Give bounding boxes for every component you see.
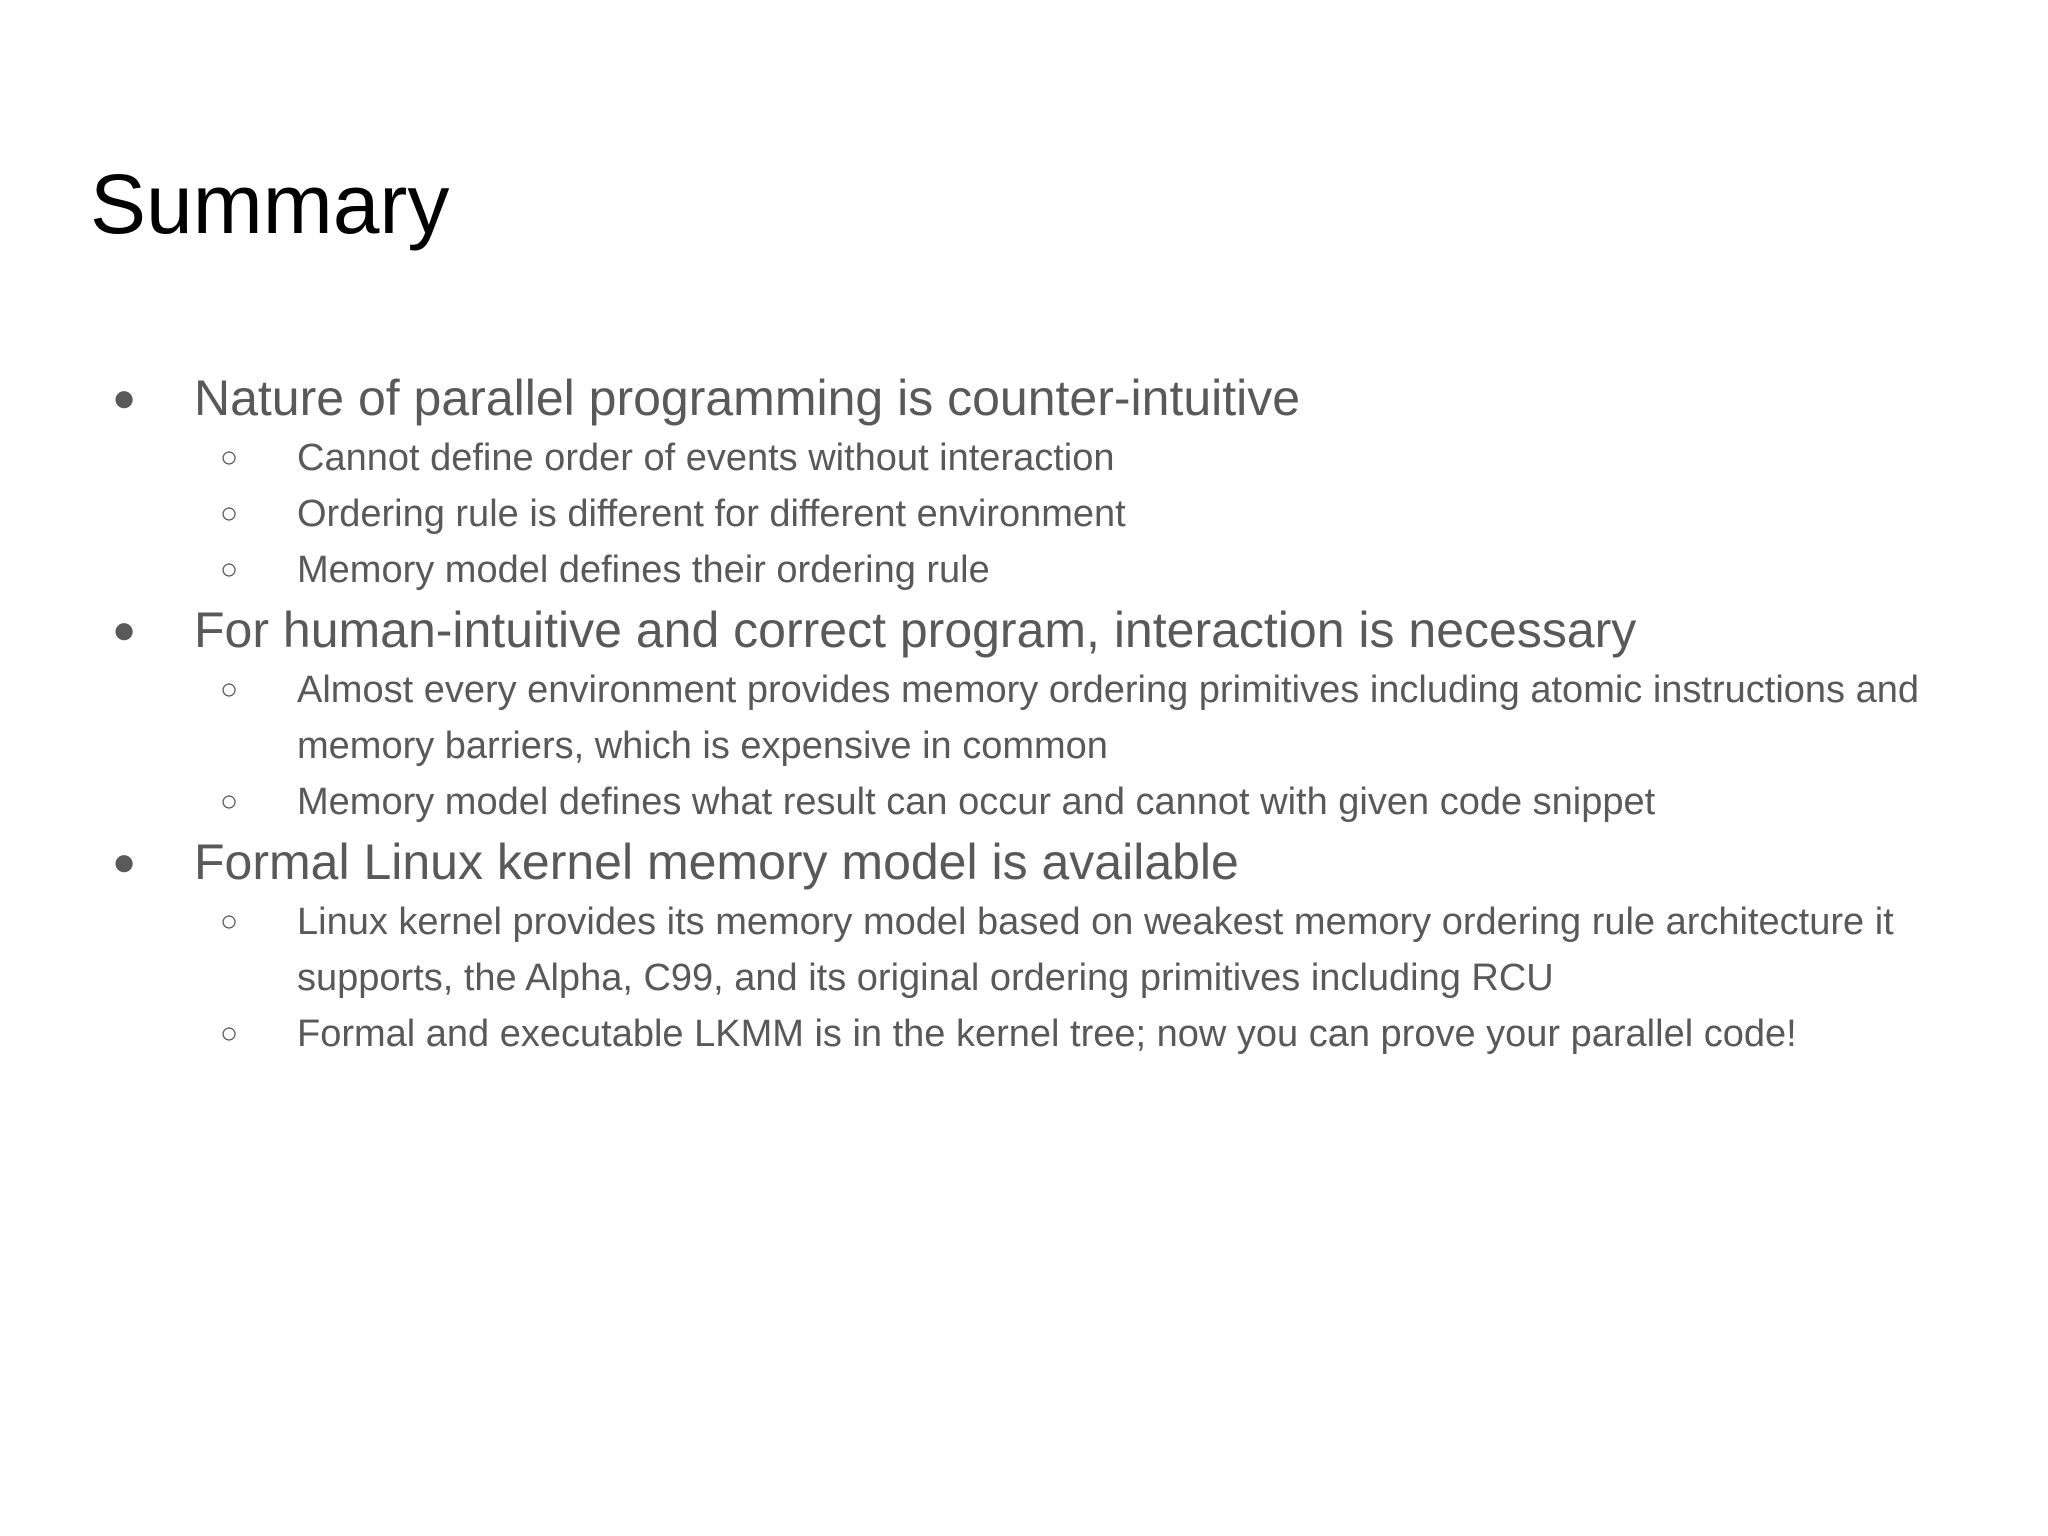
sub-bullet-item xyxy=(0,1006,1977,1062)
bullet-dot-icon: ● xyxy=(112,840,137,884)
bullet-dot-icon: ● xyxy=(112,608,137,652)
bullet-item xyxy=(0,598,1954,662)
sub-bullet-text: Formal and executable LKMM is in the kernel tree; now you can prove your parallel code! xyxy=(297,1013,1797,1055)
slide-title: Summary xyxy=(90,157,450,251)
sub-bullet-text: Memory model defines their ordering rule xyxy=(297,549,990,591)
sub-bullet-item xyxy=(0,542,1977,598)
bullet-circle-icon: ○ xyxy=(220,785,239,818)
bullet-circle-icon: ○ xyxy=(220,673,239,706)
bullet-dot-icon: ● xyxy=(112,376,137,420)
bullet-item xyxy=(0,366,1954,430)
sub-bullet-text: Memory model defines what result can occur and cannot with given code snippet xyxy=(297,781,1656,823)
bullet-text: For human-intuitive and correct program, interaction is necessary xyxy=(194,602,1637,658)
bullet-circle-icon: ○ xyxy=(220,441,239,474)
sub-bullet-item xyxy=(0,894,1977,1006)
sub-bullet-item xyxy=(0,774,1977,830)
slide-body xyxy=(0,366,2048,1062)
sub-bullet-text: Ordering rule is different for different environment xyxy=(297,493,1126,535)
bullet-circle-icon: ○ xyxy=(220,553,239,586)
sub-bullet-text: Linux kernel provides its memory model based on weakest memory ordering rule architecture it supports, the Alpha, C99, and its original ordering primitives including RCU xyxy=(297,901,1894,999)
sub-bullet-text: Almost every environment provides memory ordering primitives including atomic instructions and memory barriers, which is expensive in common xyxy=(297,669,1919,767)
sub-bullet-text: Cannot define order of events without interaction xyxy=(297,437,1115,479)
bullet-circle-icon: ○ xyxy=(220,497,239,530)
sub-bullet-item xyxy=(0,486,1977,542)
bullet-circle-icon: ○ xyxy=(220,905,239,938)
bullet-circle-icon: ○ xyxy=(220,1017,239,1050)
sub-bullet-item xyxy=(0,662,1977,774)
bullet-item xyxy=(0,830,1954,894)
bullet-text: Nature of parallel programming is counter-intuitive xyxy=(194,370,1301,426)
bullet-text: Formal Linux kernel memory model is available xyxy=(194,834,1239,890)
sub-bullet-item xyxy=(0,430,1977,486)
